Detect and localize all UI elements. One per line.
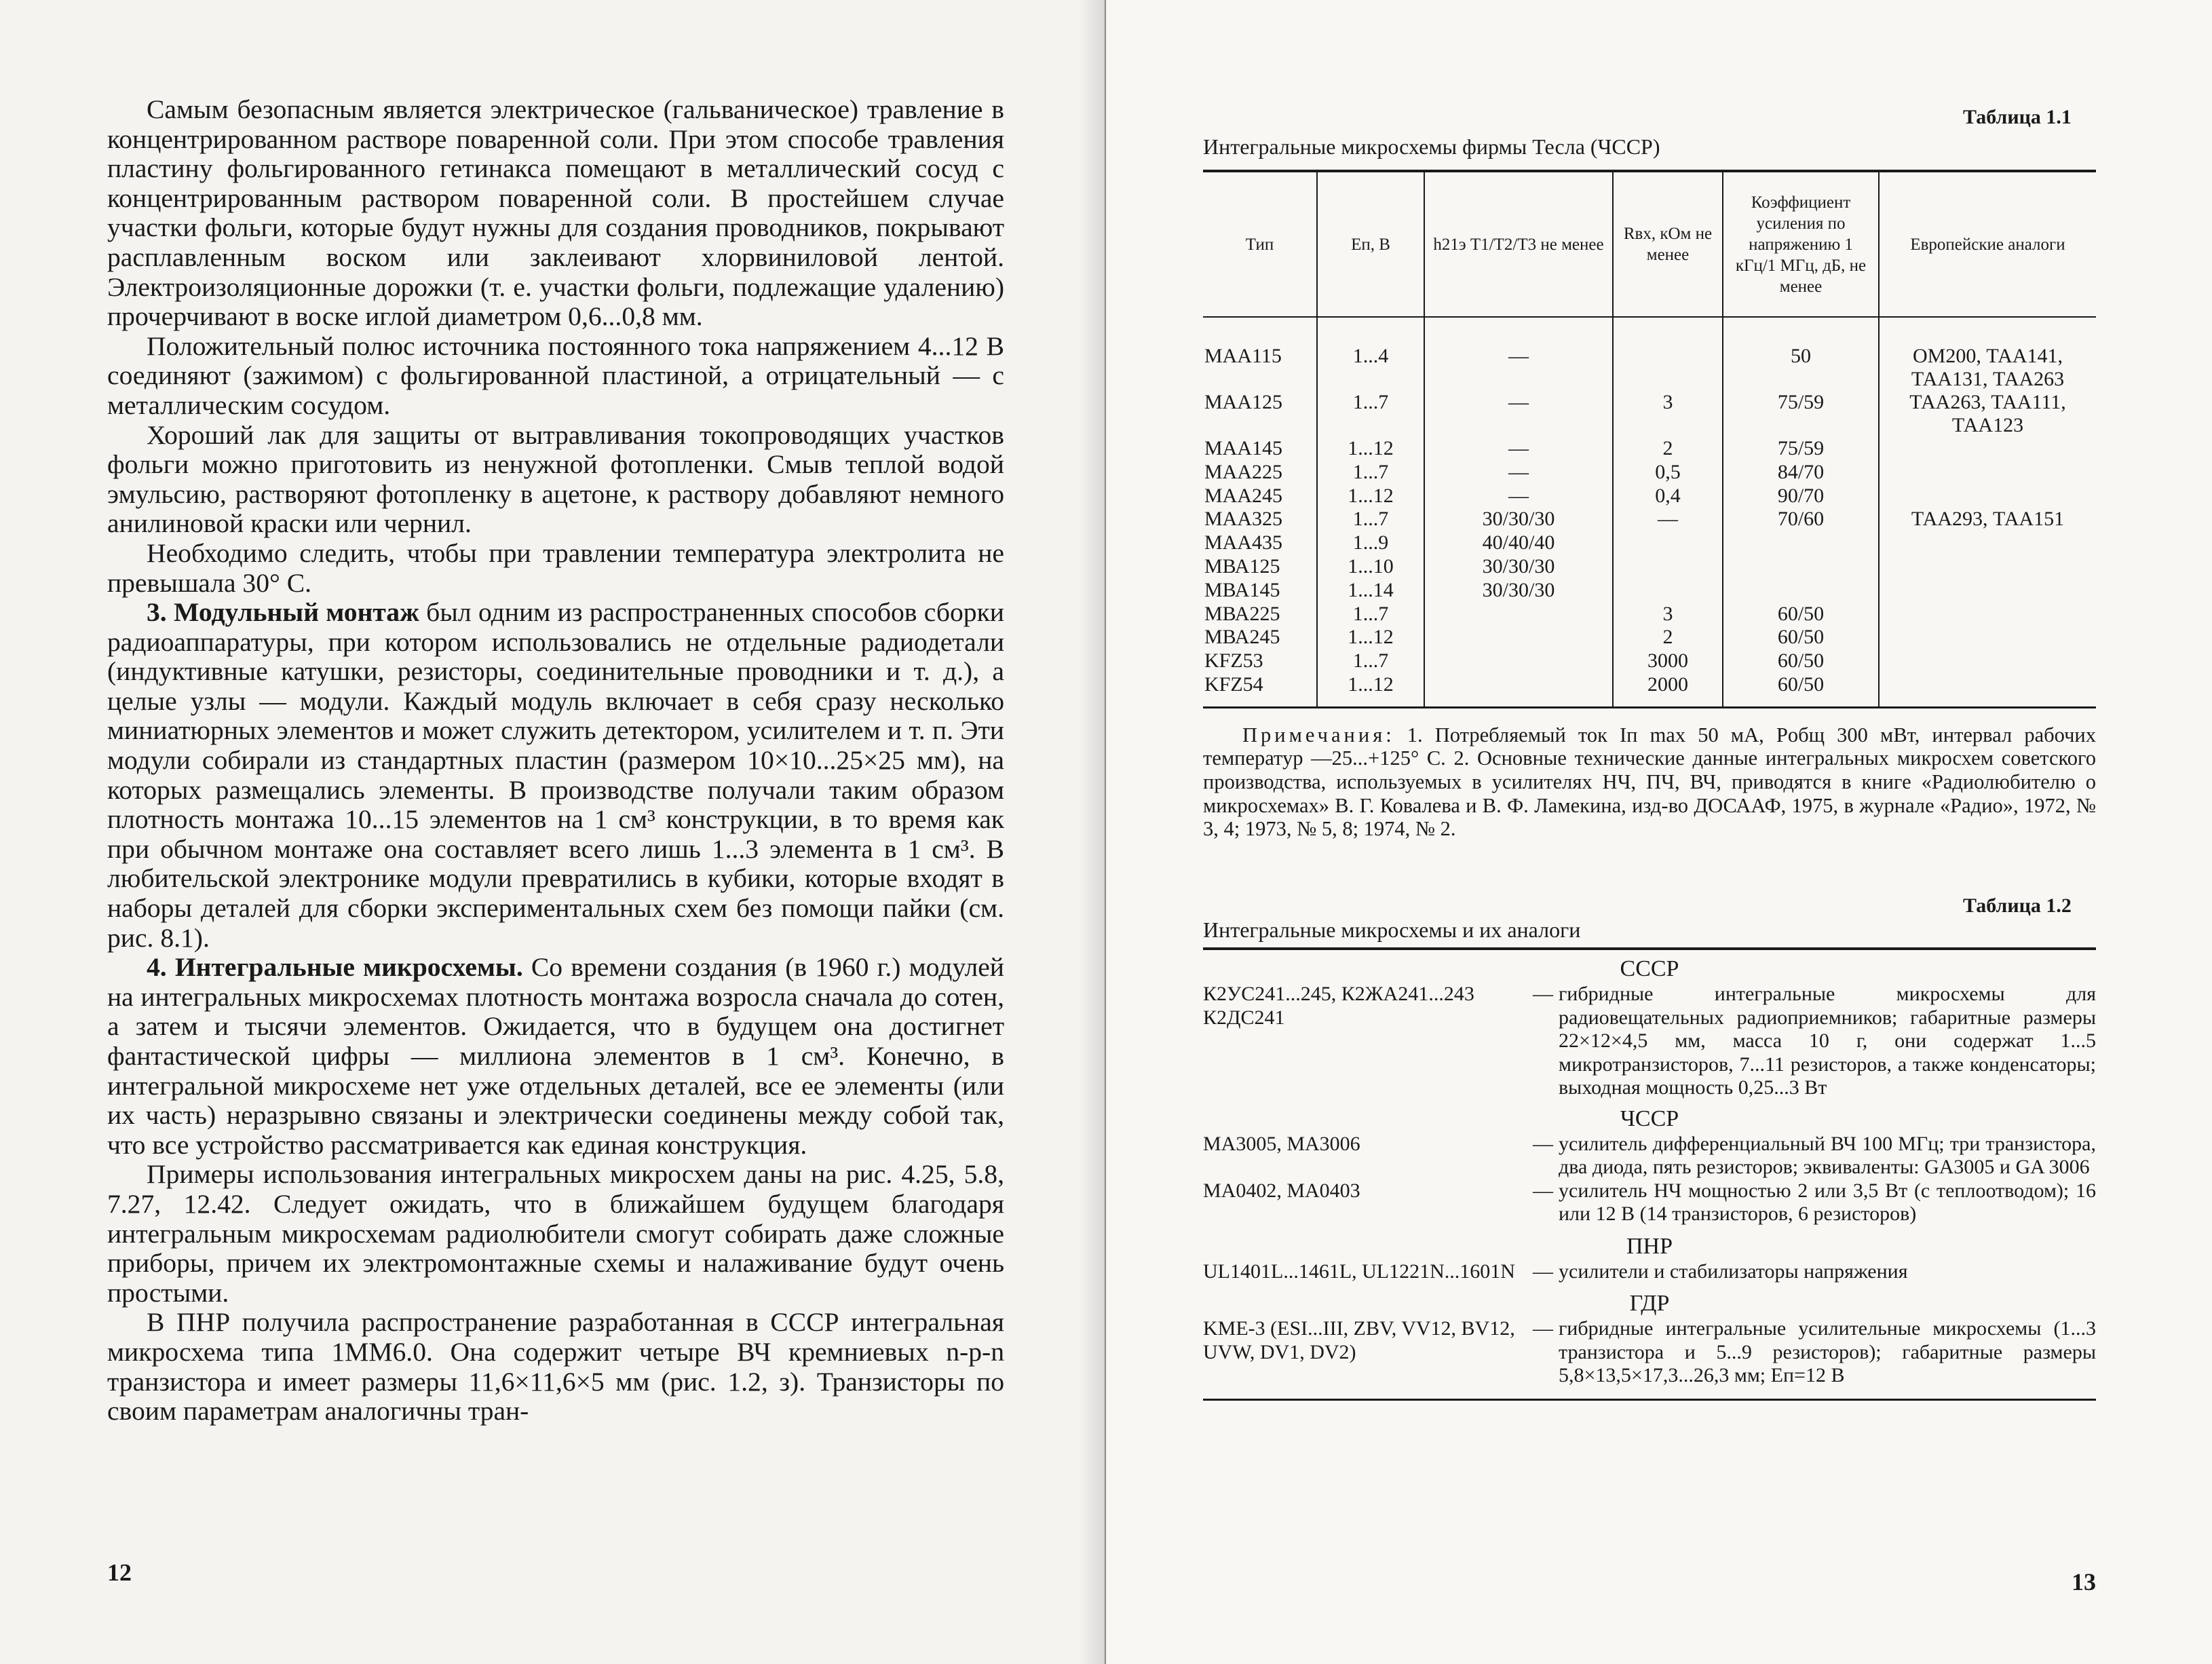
column-header: Коэффициент усиления по напряжению 1 кГц/1 МГц, дБ, не менее (1723, 172, 1879, 317)
table-cell: — (1424, 485, 1613, 508)
paragraph: 3. Модульный монтаж был одним из распространенных способов сборки радиоаппаратуры, при котором использовались не отдельные радиодетали (индуктивные катушки, резисторы, соединительные проводники и т. д.), а целые узлы — модули. Каждый модуль включает в себя сразу несколько миниатюрных элементов и может служить детектором, усилителем и т. п. Эти модули собирали из стандартных пластин (размером 10×10...25×25 мм), на которых размещались элементы. В производстве получали таким образом плотность монтажа 10...15 элементов на 1 см³ конструкции, в то время как при обычном монтаже она составляет всего лишь 1...3 элемента в 1 см³. В любительской электронике модули превратились в кубики, которые входят в наборы деталей для сборки экспериментальных схем без помощи пайки (см. рис. 8.1). (107, 597, 1004, 953)
item-name: МА0402, МА0403 (1203, 1179, 1360, 1202)
page-number-left: 12 (107, 1559, 132, 1586)
paragraph: Самым безопасным является электрическое (гальваническое) травление в концентрированном растворе поваренной соли. При этом способе травления пластину фольгированного гетинакса помещают в металлический сосуд с концентрированным раствором поваренной соли. В простейшем случае участки фольги, которые будут нужны для создания проводников, покрывают расплавленным воском или заклеивают хлорвиниловой лентой. Электроизоляционные дорожки (т. е. участки фольги, подлежащие удалению) прочерчивают в воске иглой диаметром 0,6...0,8 мм. (107, 94, 1004, 332)
table-cell: 3 (1613, 603, 1723, 626)
paragraph: 4. Интегральные микросхемы. Со времени создания (в 1960 г.) модулей на интегральных микросхемах плотность монтажа возросла сначала до сотен, а затем и тысячи элементов. Ожидается, что в будущем она достигнет фантастической цифры — миллиона элементов в 1 см³. Конечно, в интегральной микросхеме нет уже отдельных деталей, все ее элементы (или их часть) неразрывно связаны и электрически соединены между собой так, что все устройство рассматривается как единая конструкция. (107, 952, 1004, 1160)
table-header-row (1203, 172, 2096, 317)
table-cell: 1...14 (1317, 579, 1424, 603)
note-label: Примечания: (1242, 723, 1395, 746)
column-header: Rвх, кОм не менее (1613, 172, 1723, 317)
table-cell (1424, 649, 1613, 673)
table-cell (1424, 603, 1613, 626)
country-heading: ПНР (1626, 1233, 1673, 1259)
table-cell (1879, 603, 2096, 626)
table-cell: ТАА293, ТАА151 (1879, 508, 2096, 531)
table-cell: 1...12 (1317, 485, 1424, 508)
paragraph: Хороший лак для защиты от вытравливания токопроводящих участков фольги можно приготовить из ненужной фотопленки. Смыв теплой водой эмульсию, растворяют фотопленку в ацетоне, к раствору добавляют немного анилиновой краски или чернил. (107, 419, 1004, 539)
table-title: Интегральные микросхемы фирмы Тесла (ЧССР) (1203, 134, 1660, 159)
table-cell (1424, 673, 1613, 706)
table-label: Таблица 1.1 (1963, 106, 2072, 128)
paragraph: Примеры использования интегральных микросхем даны на рис. 4.25, 5.8, 7.27, 12.42. Следует ожидать, что в ближайшем будущем благодаря интегральным микросхемам радиолюбители смогут собирать даже сложные приборы, причем их электромонтажные схемы и налаживание будут очень простыми. (107, 1159, 1004, 1308)
table-cell: МАА145 (1204, 437, 1283, 459)
table-cell: МАА225 (1204, 460, 1283, 483)
table-cell: ОМ200, ТАА141, ТАА131, ТАА263 (1879, 317, 2096, 391)
right-page (1106, 0, 2212, 1664)
table-cell: — (1424, 391, 1613, 437)
table-cell (1723, 555, 1879, 579)
table-cell: МАА115 (1204, 345, 1282, 367)
table-cell (1613, 531, 1723, 555)
table-row (1203, 485, 2096, 508)
table-cell: МАА435 (1204, 531, 1283, 554)
table-cell: ТАА263, ТАА111, ТАА123 (1879, 391, 2096, 437)
paragraph: В ПНР получила распространение разработанная в СССР интегральная микросхема типа 1ММ6.0. Она содержит четыре ВЧ кремниевых n-p-n транзистора и имеет размеры 11,6×11,6×5 мм (рис. 1.2, з). Транзисторы по своим параметрам аналогичны тран- (107, 1307, 1004, 1426)
table-cell (1424, 626, 1613, 649)
table-cell: 1...7 (1317, 391, 1424, 437)
paragraph: Необходимо следить, чтобы при травлении температура электролита не превышала 30° С. (107, 537, 1004, 598)
table-cell: 75/59 (1723, 437, 1879, 461)
table-note: Примечания: 1. Потребляемый ток Iп max 50 мА, Pобщ 300 мВт, интервал рабочих температур —25...+125° С. 2. Основные технические данные интегральных микросхем советского производства, используемых в усилителях НЧ, ПЧ, ВЧ, приводятся в книге «Радиолюбителю о микросхемах» В. Г. Ковалева и В. Ф. Ламекина, изд-во ДОСААФ, 1975, в журнале «Радио», 1972, № 3, 4; 1973, № 5, 8; 1974, № 2. (1203, 723, 2096, 841)
table-cell (1879, 461, 2096, 485)
paragraph: Положительный полюс источника постоянного тока напряжением 4...12 В соединяют (зажимом) с фольгированной пластиной, а отрицательный — с металлическим сосудом. (107, 330, 1004, 420)
table-cell: 70/60 (1723, 508, 1879, 531)
page-number-right: 13 (2072, 1568, 2096, 1595)
table-cell: 3000 (1613, 649, 1723, 673)
list-item (1203, 1133, 2096, 1179)
table-cell: МВА125 (1204, 554, 1280, 578)
table-cell: 30/30/30 (1424, 555, 1613, 579)
item-name: UL1401L...1461L, UL1221N...1601N (1203, 1260, 1515, 1283)
left-page-text (107, 95, 1004, 1426)
item-dash: — (1533, 1132, 1553, 1155)
item-dash: — (1533, 1179, 1553, 1202)
item-dash: — (1533, 983, 1553, 1005)
item-name: МА3005, МА3006 (1203, 1132, 1360, 1155)
table-cell: МАА125 (1204, 391, 1283, 413)
list-item (1203, 1260, 2096, 1284)
table-cell (1613, 555, 1723, 579)
table-cell (1879, 437, 2096, 461)
table-cell (1613, 317, 1723, 391)
table-row (1203, 317, 2096, 391)
table-cell: МВА225 (1204, 602, 1280, 625)
section-heading: 4. Интегральные микросхемы. (147, 952, 523, 983)
table-row (1203, 461, 2096, 485)
table-cell: 60/50 (1723, 673, 1879, 706)
table-cell: 1...4 (1317, 317, 1424, 391)
column-header: Eп, В (1317, 172, 1424, 317)
list-item (1203, 1179, 2096, 1226)
table-cell: МАА325 (1204, 508, 1283, 531)
item-dash: — (1533, 1260, 1553, 1283)
table-cell: 40/40/40 (1424, 531, 1613, 555)
item-name: К2УС241...245, К2ЖА241...243 К2ДС241 (1203, 983, 1474, 1029)
table-1-2 (1203, 956, 2096, 1401)
table-cell: 1...7 (1317, 649, 1424, 673)
table-cell: МВА245 (1204, 626, 1280, 649)
table-cell: 3 (1613, 391, 1723, 437)
table-cell: 1...12 (1317, 626, 1424, 649)
table-bottom-rule (1203, 706, 2096, 708)
table-row (1203, 649, 2096, 673)
country-heading: ЧССР (1620, 1105, 1679, 1131)
table-row (1203, 673, 2096, 706)
table-cell (1879, 531, 2096, 555)
list-item (1203, 1317, 2096, 1388)
table-cell: 0,5 (1613, 461, 1723, 485)
table-cell: МАА245 (1204, 484, 1283, 507)
table-top-rule (1203, 947, 2096, 950)
table-row (1203, 626, 2096, 649)
table-row (1203, 391, 2096, 437)
table-row (1203, 531, 2096, 555)
table-cell (1879, 649, 2096, 673)
table-cell: KFZ53 (1204, 649, 1263, 673)
table-cell: 1...9 (1317, 531, 1424, 555)
section-heading: 3. Модульный монтаж (147, 597, 419, 628)
table-row (1203, 579, 2096, 603)
country-heading: СССР (1620, 956, 1679, 981)
table-cell: 84/70 (1723, 461, 1879, 485)
table-cell: 30/30/30 (1424, 579, 1613, 603)
table-cell: 60/50 (1723, 603, 1879, 626)
table-cell (1879, 555, 2096, 579)
table-cell: 60/50 (1723, 626, 1879, 649)
table-1-1 (1203, 172, 2096, 841)
table-cell: 30/30/30 (1424, 508, 1613, 531)
table-cell (1723, 579, 1879, 603)
table-cell: — (1424, 437, 1613, 461)
table-cell: 2 (1613, 626, 1723, 649)
column-header: h21э Т1/Т2/Т3 не менее (1424, 172, 1613, 317)
table-cell: 0,4 (1613, 485, 1723, 508)
table-cell: 1...12 (1317, 673, 1424, 706)
item-description: усилители и стабилизаторы напряжения (1559, 1260, 1908, 1283)
table-1-1-grid (1203, 172, 2096, 706)
table-cell (1879, 579, 2096, 603)
table-cell (1613, 579, 1723, 603)
table-row (1203, 603, 2096, 626)
table-cell: 1...7 (1317, 508, 1424, 531)
country-heading: ГДР (1629, 1291, 1670, 1316)
item-name: KME-3 (ESI...III, ZBV, VV12, BV12, UVW, DV1, DV2) (1203, 1317, 1515, 1363)
table-cell (1879, 626, 2096, 649)
table-label: Таблица 1.2 (1963, 894, 2072, 917)
table-cell (1879, 673, 2096, 706)
table-cell: 50 (1723, 317, 1879, 391)
table-cell: 2 (1613, 437, 1723, 461)
table-cell: 60/50 (1723, 649, 1879, 673)
table-cell: 1...12 (1317, 437, 1424, 461)
table-cell: 90/70 (1723, 485, 1879, 508)
table-cell: — (1424, 461, 1613, 485)
table-row (1203, 555, 2096, 579)
item-description: усилитель НЧ мощностью 2 или 3,5 Вт (с теплоотводом); 16 или 12 В (14 транзисторов, 6 резисторов) (1559, 1179, 2096, 1225)
table-cell: МВА145 (1204, 578, 1280, 601)
column-header: Европейские аналоги (1879, 172, 2096, 317)
item-dash: — (1533, 1317, 1553, 1340)
table-cell: 2000 (1613, 673, 1723, 706)
table-cell: KFZ54 (1204, 673, 1263, 696)
item-description: гибридные интегральные усилительные микросхемы (1...3 транзистора и 5...9 резисторов); габаритные размеры 5,8×13,5×17,3...26,3 мм; Eп=12 В (1559, 1317, 2096, 1386)
table-cell: 1...7 (1317, 461, 1424, 485)
table-cell: 75/59 (1723, 391, 1879, 437)
column-header: Тип (1245, 235, 1274, 254)
item-description: гибридные интегральные микросхемы для радиовещательных радиоприемников; габаритные размеры 22×12×4,5 мм, масса 10 г, они содержат 1...5 микротранзисторов, 7...11 резисторов, а также конденсаторы; выходная мощность 0,25...3 Вт (1559, 983, 2096, 1099)
table-cell: — (1613, 508, 1723, 531)
item-description: усилитель дифференциальный ВЧ 100 МГц; три транзистора, два диода, пять резисторов; эквиваленты: GA3005 и GA 3006 (1559, 1132, 2096, 1178)
table-cell: 1...7 (1317, 603, 1424, 626)
table-bottom-rule (1203, 1399, 2096, 1401)
table-cell: 1...10 (1317, 555, 1424, 579)
list-item (1203, 983, 2096, 1100)
table-cell: — (1424, 317, 1613, 391)
table-title: Интегральные микросхемы и их аналоги (1203, 918, 1581, 942)
table-row (1203, 437, 2096, 461)
table-cell (1723, 531, 1879, 555)
table-row (1203, 508, 2096, 531)
table-cell (1879, 485, 2096, 508)
